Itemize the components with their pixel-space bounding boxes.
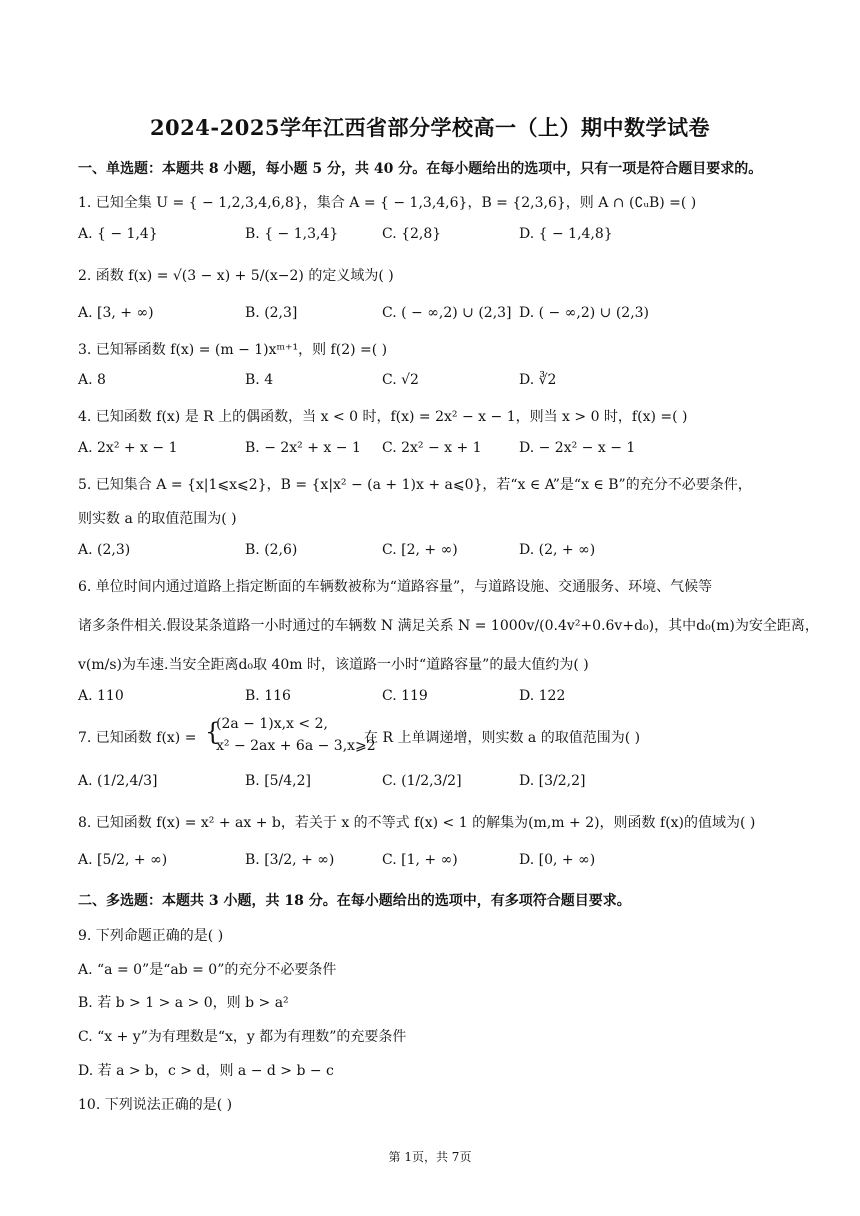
question-7-case-1: (2a − 1)x,x < 2, [216,716,328,732]
question-1-option-b: B. { − 1,3,4} [245,226,339,242]
page-title: 2024-2025学年江西省部分学校高一（上）期中数学试卷 [149,115,711,140]
page-footer: 第 1页，共 7页 [388,1150,472,1164]
question-3-stem: 3. 已知幂函数 f(x) = (m − 1)xᵐ⁺¹，则 f(2) =( ) [78,342,388,358]
question-7-stem-prefix: 7. 已知函数 f(x) = [78,730,197,746]
question-7-case-2: x² − 2ax + 6a − 3,x⩾2 [216,738,376,754]
question-8-option-a: A. [5/2, + ∞) [78,852,168,868]
question-3-option-c: C. √2 [382,372,419,388]
question-1-option-c: C. {2,8} [382,226,442,242]
question-3-option-d: D. ∛2 [519,372,557,388]
question-6-stem-line2: 诸多条件相关.假设某条道路一小时通过的车辆数 N 满足关系 N = 1000v/(0.4v²+0.6v+d₀)，其中d₀(m)为安全距离， [78,618,819,634]
question-5-option-a: A. (2,3) [78,542,131,558]
question-2-stem: 2. 函数 f(x) = √(3 − x) + 5/(x−2) 的定义域为( ) [78,268,394,284]
question-4-option-d: D. − 2x² − x − 1 [519,440,636,456]
question-9-option-d: D. 若 a > b，c > d，则 a − d > b − c [78,1063,334,1079]
question-4-stem: 4. 已知函数 f(x) 是 R 上的偶函数，当 x < 0 时，f(x) = 2x² − x − 1，则当 x > 0 时，f(x) =( ) [78,409,688,425]
question-10-stem: 10. 下列说法正确的是( ) [78,1097,233,1113]
question-2-option-a: A. [3, + ∞) [78,305,154,321]
question-6-stem-line3: v(m/s)为车速.当安全距离d₀取 40m 时，该道路一小时“道路容量”的最大值约为( ) [78,657,589,673]
question-9-option-b: B. 若 b > 1 > a > 0，则 b > a² [78,995,289,1011]
question-5-option-b: B. (2,6) [245,542,298,558]
question-4-option-c: C. 2x² − x + 1 [382,440,482,456]
section-single-choice-header: 一、单选题：本题共 8 小题，每小题 5 分，共 40 分。在每小题给出的选项中，只有一项是符合题目要求的。 [78,161,763,177]
question-6-option-d: D. 122 [519,688,566,704]
question-6-stem-line1: 6. 单位时间内通过道路上指定断面的车辆数被称为“道路容量”，与道路设施、交通服务、环境、气候等 [78,579,713,595]
question-6-option-b: B. 116 [245,688,291,704]
question-8-option-d: D. [0, + ∞) [519,852,596,868]
question-4-option-b: B. − 2x² + x − 1 [245,440,361,456]
question-5-option-d: D. (2, + ∞) [519,542,596,558]
question-2-option-b: B. (2,3] [245,305,298,321]
question-8-stem: 8. 已知函数 f(x) = x² + ax + b，若关于 x 的不等式 f(x) < 1 的解集为(m,m + 2)，则函数 f(x)的值域为( ) [78,815,756,831]
question-9-stem: 9. 下列命题正确的是( ) [78,928,224,944]
question-1-option-d: D. { − 1,4,8} [519,226,613,242]
question-3-option-b: B. 4 [245,372,274,388]
section-multi-choice-header: 二、多选题：本题共 3 小题，共 18 分。在每小题给出的选项中，有多项符合题目要求。 [78,893,631,909]
question-5-option-c: C. [2, + ∞) [382,542,458,558]
question-6-option-a: A. 110 [78,688,124,704]
question-9-option-c: C. “x + y”为有理数是“x，y 都为有理数”的充要条件 [78,1029,407,1045]
question-1-stem: 1. 已知全集 U = { − 1,2,3,4,6,8}，集合 A = { − 1,3,4,6}，B = {2,3,6}，则 A ∩ (∁ᵤB) =( ) [78,195,697,211]
question-7-option-b: B. [5/4,2] [245,773,312,789]
question-8-option-c: C. [1, + ∞) [382,852,458,868]
question-6-option-c: C. 119 [382,688,428,704]
question-7-option-a: A. (1/2,4/3] [78,773,158,789]
question-1-option-a: A. { − 1,4} [78,226,158,242]
question-7-option-c: C. (1/2,3/2] [382,773,462,789]
question-2-option-c: C. ( − ∞,2) ∪ (2,3] [382,305,512,321]
question-9-option-a: A. “a = 0”是“ab = 0”的充分不必要条件 [78,962,337,978]
question-8-option-b: B. [3/2, + ∞) [245,852,335,868]
question-7-option-d: D. [3/2,2] [519,773,586,789]
question-3-option-a: A. 8 [78,372,106,388]
question-4-option-a: A. 2x² + x − 1 [78,440,178,456]
question-7-stem-suffix: 在 R 上单调递增，则实数 a 的取值范围为( ) [364,730,641,746]
question-5-stem-line1: 5. 已知集合 A = {x|1⩽x⩽2}，B = {x|x² − (a + 1)x + a⩽0}，若“x ∈ A”是“x ∈ B”的充分不必要条件， [78,477,752,493]
piecewise-brace: { [205,718,221,746]
question-2-option-d: D. ( − ∞,2) ∪ (2,3) [519,305,650,321]
question-5-stem-line2: 则实数 a 的取值范围为( ) [78,511,237,527]
